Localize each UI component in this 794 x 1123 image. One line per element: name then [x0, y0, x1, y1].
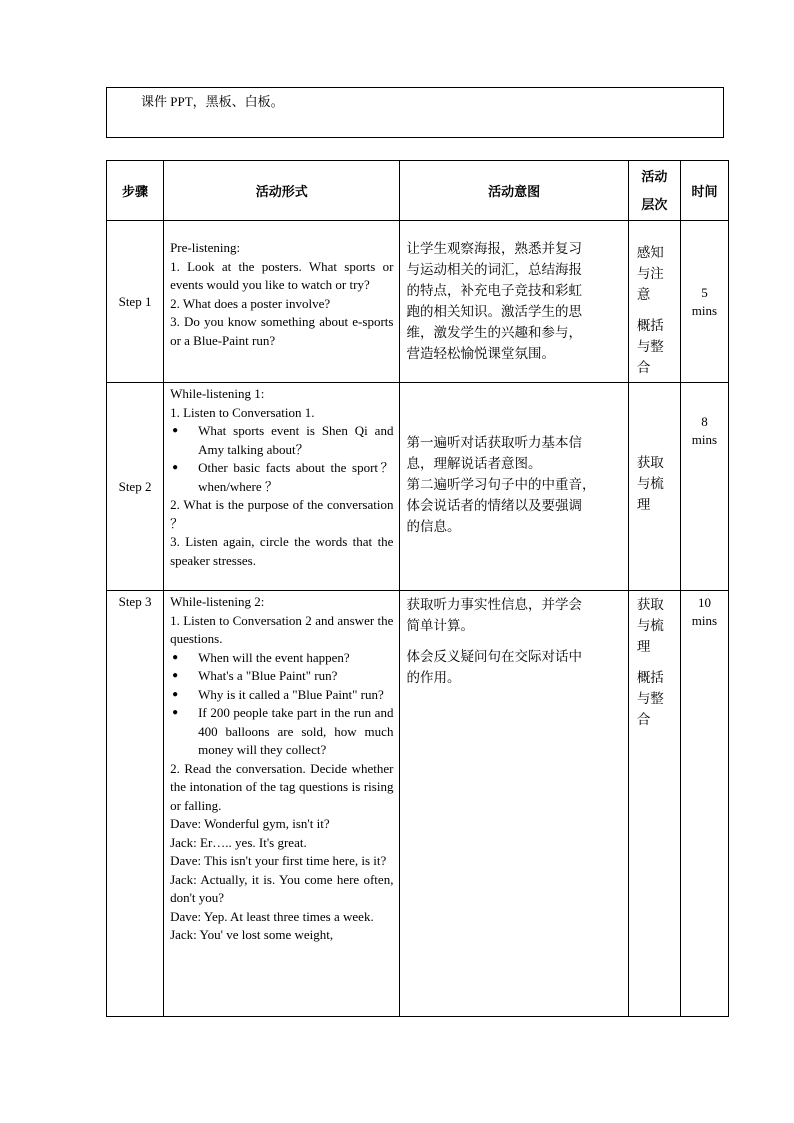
step-label: Step 1 — [118, 293, 152, 309]
dialogue-line: Dave: Yep. At least three times a week. — [170, 908, 374, 924]
activity-cell — [164, 221, 400, 383]
activity-line: While-listening 1: — [170, 386, 265, 401]
level-line: 与整 — [636, 691, 664, 707]
time-value: 8 — [701, 414, 708, 429]
header-level-line1: 活动 — [641, 170, 668, 185]
activity-line: 2. What is the purpose of the conversation ？ — [170, 497, 394, 531]
step-label: Step 3 — [118, 594, 152, 609]
intention-line: 的信息。 — [406, 519, 461, 535]
activity-line: 1. Listen to Conversation 1. — [170, 404, 315, 420]
level-cell — [628, 221, 680, 383]
bullet-icon: ● — [172, 462, 179, 473]
intention-line: 息，理解说话者意图。 — [406, 456, 542, 472]
level-line: 与注 — [636, 266, 664, 282]
step-cell — [107, 383, 164, 591]
list-item: ● If 200 people take part in the run and 400 balloons are sold, how much money will they collect? — [172, 705, 394, 757]
dialogue-line: Dave: This isn't your first time here, is it? — [170, 853, 387, 868]
activity-line: 1. Listen to Conversation 2 and answer the questions. — [170, 612, 394, 646]
step-cell — [107, 591, 164, 1017]
header-level — [628, 161, 680, 221]
level-line: 合 — [636, 712, 651, 728]
time-cell — [680, 591, 728, 1017]
materials-text: 课件 PPT，黑板、白板。 — [141, 94, 284, 109]
header-time: 时间 — [680, 161, 728, 221]
list-item: ● Other basic facts about the sport？when/where ？ — [172, 460, 394, 494]
list-item: ● What's a "Blue Paint" run? — [170, 667, 393, 686]
intention-line: 维，激发学生的兴趣和参与， — [406, 325, 582, 341]
activity-bullet-list — [170, 649, 393, 760]
list-item: ● What sports event is Shen Qi and Amy talking about？ — [172, 423, 394, 457]
bullet-icon: ● — [172, 688, 179, 700]
intention-line: 体会反义疑问句在交际对话中 — [406, 649, 582, 665]
intention-cell — [400, 383, 628, 591]
intention-line: 简单计算。 — [406, 618, 474, 634]
time-unit: mins — [691, 432, 718, 447]
intention-line: 与运动相关的词汇，总结海报 — [406, 262, 582, 278]
level-line: 合 — [636, 360, 651, 376]
step-label: Step 2 — [118, 478, 152, 494]
time-unit: mins — [691, 613, 718, 628]
activity-bullet-list — [170, 422, 393, 496]
level-line: 获取 — [636, 597, 664, 613]
time-value: 10 — [697, 595, 711, 610]
activity-line: 1. Look at the posters. What sports or events would you like to watch or try? — [170, 258, 394, 292]
dialogue-line: Jack: You' ve lost some weight, — [170, 927, 334, 942]
intention-line: 让学生观察海报，熟悉并复习 — [406, 241, 582, 257]
dialogue-line: Jack: Er….. yes. It's great. — [170, 834, 307, 850]
intention-line: 营造轻松愉悦课堂氛围。 — [406, 346, 555, 362]
bullet-icon: ● — [172, 707, 179, 718]
header-step: 步骤 — [107, 161, 164, 221]
table-row-step3 — [107, 591, 729, 1017]
level-line: 意 — [636, 287, 651, 303]
activity-cell — [164, 591, 400, 1017]
intention-line: 的作用。 — [406, 670, 461, 686]
intention-cell — [400, 591, 628, 1017]
level-line: 概括 — [636, 318, 664, 334]
level-line: 理 — [636, 497, 651, 513]
list-item: ● Why is it called a "Blue Paint" run? — [170, 686, 393, 705]
level-line: 概括 — [636, 670, 664, 686]
activity-line: 3. Do you know something about e-sports or a Blue-Paint run? — [170, 314, 394, 348]
activity-cell — [164, 383, 400, 591]
level-cell — [628, 591, 680, 1017]
activity-line: While-listening 2: — [170, 594, 265, 609]
intention-line: 第一遍听对话获取听力基本信 — [406, 435, 582, 451]
level-line: 与梳 — [636, 476, 664, 492]
level-line: 与整 — [636, 339, 664, 355]
dialogue-line: Dave: Wonderful gym, isn't it? — [170, 816, 330, 831]
time-cell — [680, 383, 728, 591]
level-cell — [628, 383, 680, 591]
intention-line: 体会说话者的情绪以及要强调 — [406, 498, 582, 514]
list-item: ● When will the event happen? — [170, 649, 393, 668]
time-cell — [680, 221, 728, 383]
time-unit: mins — [691, 302, 718, 318]
step-cell — [107, 221, 164, 383]
activity-line: 3. Listen again, circle the words that the speaker stresses. — [170, 534, 394, 568]
header-row — [107, 161, 729, 221]
intention-line: 的特点，补充电子竞技和彩虹 — [406, 283, 582, 299]
intention-line: 获取听力事实性信息，并学会 — [406, 597, 582, 613]
activity-line: 2. Read the conversation. Decide whether the intonation of the tag questions is rising or falling. — [170, 760, 394, 813]
intention-line: 第二遍听学习句子中的中重音， — [406, 477, 596, 493]
activity-line: Pre-listening: — [170, 240, 241, 255]
bullet-icon: ● — [172, 425, 179, 436]
level-line: 感知 — [636, 245, 664, 261]
level-line: 与梳 — [636, 618, 664, 634]
intention-cell — [400, 221, 628, 383]
header-activity: 活动形式 — [164, 161, 400, 221]
header-level-line2: 层次 — [641, 198, 668, 213]
bullet-icon: ● — [172, 651, 179, 663]
table-row-step1 — [107, 221, 729, 383]
lesson-plan-table — [106, 160, 729, 1017]
time-value: 5 — [701, 284, 708, 300]
intention-line: 跑的相关知识。激活学生的思 — [406, 304, 582, 320]
level-line: 获取 — [636, 455, 664, 471]
dialogue-line: Jack: Actually, it is. You come here often, don't you? — [170, 871, 394, 905]
table-row-step2 — [107, 383, 729, 591]
materials-box — [106, 87, 724, 138]
header-intention: 活动意图 — [400, 161, 628, 221]
activity-line: 2. What does a poster involve? — [170, 295, 331, 311]
bullet-icon: ● — [172, 670, 179, 681]
level-line: 理 — [636, 639, 651, 655]
